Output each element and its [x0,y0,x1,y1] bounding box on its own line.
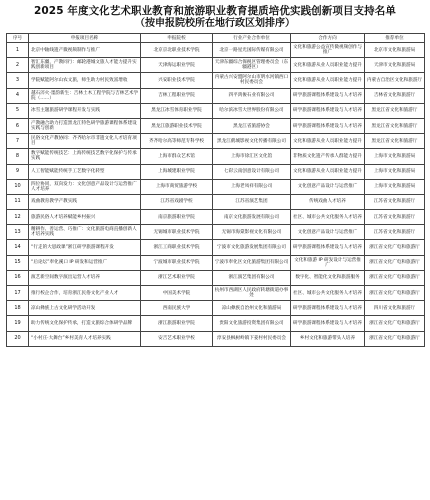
row-project-name: 凉山彝族上古文化研学活动开发 [29,301,141,316]
row-recommender: 上海市文化和旅游局 [365,164,425,179]
column-header-direction: 合作方向 [291,34,365,43]
row-partner: 上海老凤祥有限公司 [213,179,291,194]
row-recommender: 浙江省文化广电和旅游厅 [365,240,425,255]
row-direction: 文化创意产品设计与运营推广 [291,179,365,194]
table-row [7,73,425,88]
row-school: 江苏省戏剧学校 [141,194,213,209]
row-direction: 文化和旅游从业人员职业能力提升 [291,58,365,73]
row-partner: 黑龙江鹤城影视文化传播有限公司 [213,134,291,149]
row-index: 6 [7,118,29,133]
table-header-row [7,34,425,43]
row-school: 浙江艺术职业学院 [141,270,213,285]
row-recommender: 天津市文化和旅游局 [365,58,425,73]
row-school: 上海城建职业学院 [141,164,213,179]
row-recommender: 吉林省文化和旅游厅 [365,88,425,103]
row-school: 西南民族大学 [141,301,213,316]
row-direction: 文化和旅游从业人员职业能力提升 [291,73,365,88]
row-school: 安吉艺术职业学校 [141,331,213,346]
row-project-name: “后论坛”奉化溪口 IP 研发和运营推广 [29,255,141,270]
row-school: 黑龙江旅游职业技术学院 [141,118,213,133]
table-row [7,255,425,270]
row-partner: 杭州市西湖区人民政府转塘街道办事处 [213,286,291,301]
row-partner: 江苏省演艺集团 [213,194,291,209]
row-index: 10 [7,179,29,194]
row-recommender: 江苏省文化和旅游厅 [365,210,425,225]
row-project-name: 智汇东疆，产教同行：邮轮港城文旅人才能力提升实践创新项目 [29,58,141,73]
row-school: 上海市商贸旅游学校 [141,179,213,194]
row-direction: 文化和旅游 IP 研发设计与运营推广 [291,255,365,270]
row-recommender: 浙江省文化广电和旅游厅 [365,255,425,270]
row-partner: 凉山彝族自治州文化和旅游局 [213,301,291,316]
row-direction: 文化和旅游从业人员职业能力提升 [291,134,365,149]
table-row [7,316,425,331]
row-partner: 哈尔滨冰雪大世界股份有限公司 [213,103,291,118]
table-row [7,240,425,255]
column-header-partner: 行业产业合作单位 [213,34,291,43]
row-index: 14 [7,240,29,255]
row-project-name: 助力传统文化保护传承，打造文旅综合体研学品牌 [29,316,141,331]
row-project-name: 戏曲教育教学产教实践 [29,194,141,209]
row-project-name: 精耕作、善运营、巧推广：文化旅游电商直播创新人才培养实践 [29,225,141,240]
row-recommender: 上海市文化和旅游局 [365,179,425,194]
row-partner: 淳安县枫树岭镇下姜村村民委员会 [213,331,291,346]
row-index: 8 [7,149,29,164]
row-direction: 研学旅游课程体系建设与人才培养 [291,88,365,103]
row-recommender: 浙江省文化广电和旅游厅 [365,316,425,331]
table-row [7,331,425,346]
document-title: 2025 年度文化艺术职业教育和旅游职业教育提质培优实践创新项目支持名单 [34,5,396,17]
row-project-name: 北京中轴线遗产微视频制作与推广 [29,43,141,58]
row-school: 兴安职业技术学院 [141,73,213,88]
row-recommender: 黑龙江省文化和旅游厅 [365,103,425,118]
row-index: 9 [7,164,29,179]
column-header-project-name: 申报项目名称 [29,34,141,43]
row-direction: 数字化、智能化文化和旅游服务 [291,270,365,285]
document-subtitle: （按申报院校所在地行政区划排序） [135,18,295,29]
row-partner: 南京文化旅游发展有限公司 [213,210,291,225]
row-index: 11 [7,194,29,209]
table-row [7,179,425,194]
row-direction: 研学旅游课程体系建设与人才培养 [291,301,365,316]
row-school: 吉林工程职业学院 [141,88,213,103]
row-direction: 社区、城市公共文化服务人才培养 [291,210,365,225]
row-direction: 乡村文化和旅游带头人培养 [291,331,365,346]
row-index: 17 [7,286,29,301]
row-partner: 宁波市奉化区文化旅游集团有限公司 [213,255,291,270]
row-direction: 研学旅游课程体系建设与人才培养 [291,316,365,331]
row-direction: 文化创意产品设计与运营推广 [291,225,365,240]
row-direction: 文化和旅游从业人员职业能力提升 [291,164,365,179]
row-school: 南京旅游职业学院 [141,210,213,225]
row-index: 5 [7,103,29,118]
row-project-name: 人工智能赋能传统手工艺数字化转型 [29,164,141,179]
table-row [7,164,425,179]
row-project-name: 数字赋能传统技艺：上海传统技艺数字化保护与传承实践 [29,149,141,164]
row-school: 北京京北职业技术学院 [141,43,213,58]
row-index: 16 [7,270,29,285]
row-partner: 四平鸿俊石业有限公司 [213,88,291,103]
row-school: 无锡城市职业技术学院 [141,225,213,240]
column-header-school: 申报院校 [141,34,213,43]
row-recommender: 黑龙江省文化和旅游厅 [365,118,425,133]
column-header-recommender: 推荐单位 [365,34,425,43]
row-recommender: 北京市文化和旅游局 [365,43,425,58]
table-row [7,58,425,73]
row-project-name: 民俗文化产教协同：齐齐哈尔市非遗文化人才培育项目 [29,134,141,149]
row-direction: 社区、城市公共文化服务人才培养 [291,286,365,301]
row-recommender: 上海市文化和旅游局 [365,149,425,164]
row-direction: 文化和旅游公益宣传微视频创作与推广 [291,43,365,58]
table-row [7,225,425,240]
row-school: 浙江工商职业技术学院 [141,240,213,255]
table-row [7,134,425,149]
row-index: 20 [7,331,29,346]
row-recommender: 浙江省文化广电和旅游厅 [365,331,425,346]
column-header-index: 序号 [7,34,29,43]
row-index: 4 [7,88,29,103]
row-project-name: 演艺新空间数字演出运营人才培养 [29,270,141,285]
table-row [7,194,425,209]
row-project-name: “小村庄·大舞台”乡村美育人才培养实践 [29,331,141,346]
row-project-name: 学院赋能阿尔山农文旅，师生助力村民致富增收 [29,73,141,88]
row-school: 黑龙江冰雪体育职业学院 [141,103,213,118]
row-project-name: 产教融合助力打造黑龙江特色研学旅游课程体系建设实践与创新 [29,118,141,133]
row-direction: 传统戏曲人才培养 [291,194,365,209]
row-index: 12 [7,210,29,225]
table-row [7,270,425,285]
row-project-name: 旅游民俗人才培养赋能乡村振兴 [29,210,141,225]
row-school: 中国美术学院 [141,286,213,301]
row-project-name: “行走的大思政课”浙江研学旅游课程开发 [29,240,141,255]
row-partner: 浙江演艺集团有限公司 [213,270,291,285]
row-project-name: 越石淬火·墨韵新生：吉林土木工程学院与吉林艺术学院（……） [29,88,141,103]
row-index: 13 [7,225,29,240]
table-row [7,286,425,301]
row-index: 18 [7,301,29,316]
row-direction: 研学旅游课程体系建设与人才培养 [291,118,365,133]
table-row [7,118,425,133]
row-project-name: 四位协同，双向发力：文化创意产品设计与运营推广人才培养 [29,179,141,194]
row-index: 3 [7,73,29,88]
table-row [7,43,425,58]
row-school: 上海市群众艺术馆 [141,149,213,164]
row-recommender: 四川省文化和旅游厅 [365,301,425,316]
table-row [7,103,425,118]
row-partner: 七彩云南创意设计有限公司 [213,164,291,179]
project-table [6,33,425,347]
row-index: 15 [7,255,29,270]
row-partner: 宁波市文化旅游发展集团有限公司 [213,240,291,255]
row-partner: 内蒙古兴安盟阿尔山市明水河镇西口村民委员会 [213,73,291,88]
row-direction: 非物质文化遗产传承人群能力提升 [291,149,365,164]
row-recommender: 内蒙古自治区文化和旅游厅 [365,73,425,88]
row-partner: 北京一路星光国际传媒有限公司 [213,43,291,58]
row-partner: 天津东疆综合保税区管理委员会（东疆港区） [213,58,291,73]
row-project-name: 推行校企合作，培育浙江民俗文化产业人才 [29,286,141,301]
row-project-name: 冰雪主题旅游研学课程开发与实践 [29,103,141,118]
row-school: 天津海运职业学院 [141,58,213,73]
row-direction: 研学旅游课程体系建设与人才培养 [291,103,365,118]
row-index: 1 [7,43,29,58]
row-recommender: 浙江省文化广电和旅游厅 [365,286,425,301]
row-school: 齐齐哈尔高等师范专科学校 [141,134,213,149]
row-recommender: 江苏省文化和旅游厅 [365,225,425,240]
row-index: 2 [7,58,29,73]
row-school: 宁波城市职业技术学院 [141,255,213,270]
row-index: 7 [7,134,29,149]
table-row [7,301,425,316]
row-partner: 贵阳文化旅游投资集团有限公司 [213,316,291,331]
row-recommender: 浙江省文化广电和旅游厅 [365,270,425,285]
row-recommender: 黑龙江省文化和旅游厅 [365,134,425,149]
table-row [7,210,425,225]
row-partner: 黑龙江省旅游协会 [213,118,291,133]
table-row [7,149,425,164]
row-school: 浙江旅游职业学院 [141,316,213,331]
row-recommender: 江苏省文化和旅游厅 [365,194,425,209]
row-partner: 上海市徐汇区文化馆 [213,149,291,164]
table-row [7,88,425,103]
row-index: 19 [7,316,29,331]
row-direction: 研学旅游课程体系建设与人才培养 [291,240,365,255]
row-partner: 无锡市海棠影视文化有限公司 [213,225,291,240]
